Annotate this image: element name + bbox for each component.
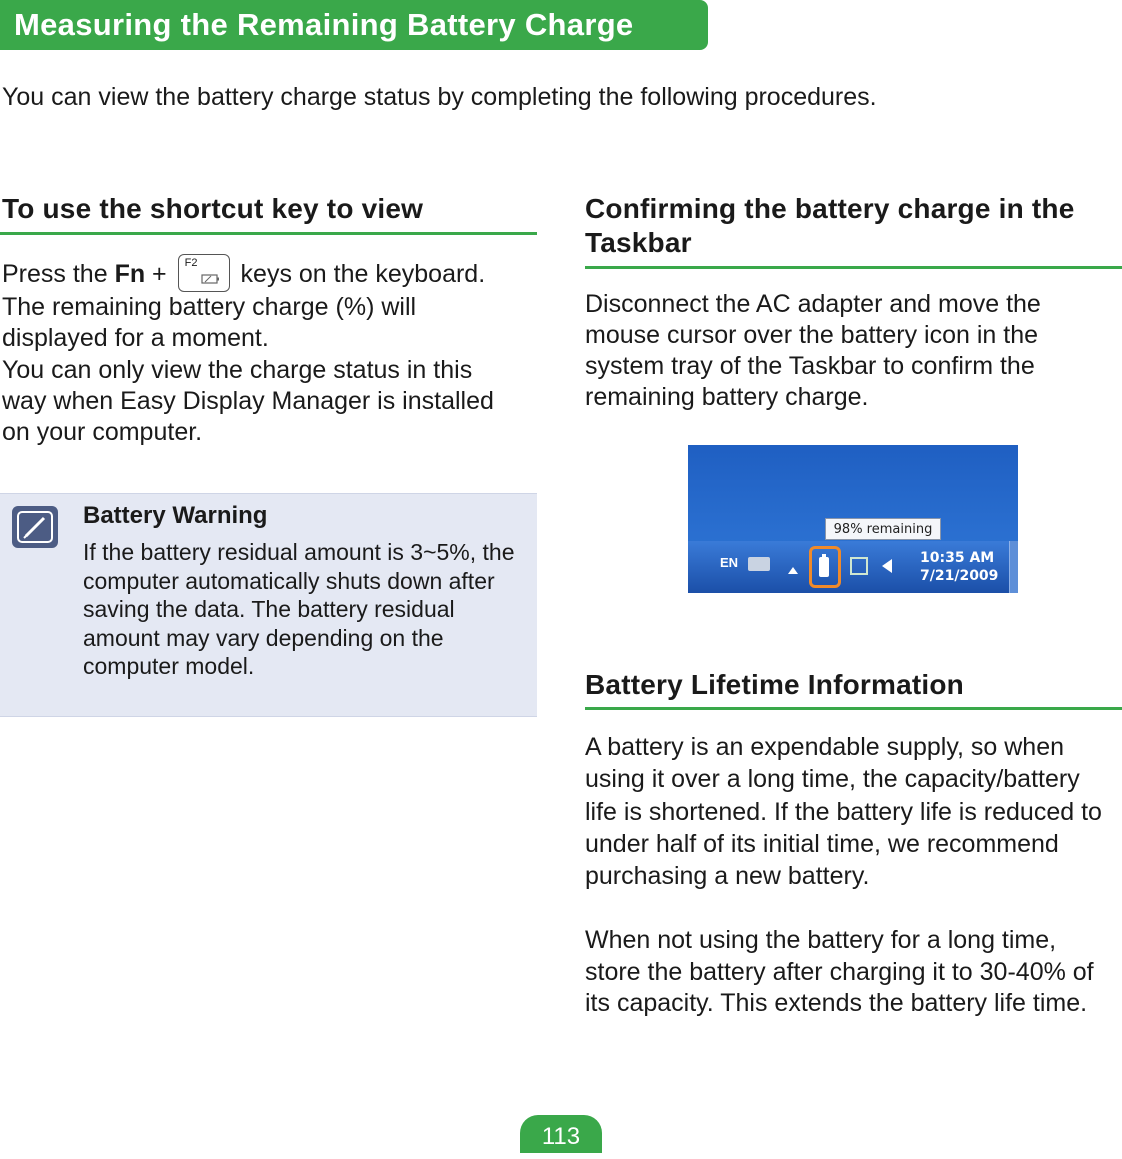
taskbar-screenshot [688, 445, 1018, 593]
language-indicator: EN [720, 555, 739, 570]
battery-key-icon [201, 273, 221, 285]
shortcut-heading: To use the shortcut key to view [2, 193, 424, 224]
warning-title: Battery Warning [83, 502, 268, 529]
page-number: 113 [520, 1115, 602, 1153]
shortcut-paragraph-1 [2, 254, 522, 354]
tray-clock [920, 549, 998, 585]
shortcut-paragraph-2: You can only view the charge status in this way when Easy Display Manager is installed on your computer. [2, 356, 494, 446]
f2-key [178, 254, 230, 292]
lifetime-paragraph-2: When not using the battery for a long time, store the battery after charging it to 30-40% of its capacity. This extends the battery life time. [585, 926, 1094, 1017]
battery-icon [819, 557, 829, 577]
warning-text: If the battery residual amount is 3~5%, the computer automatically shuts down after saving the data. The battery residual amount may vary depending on the computer model. [83, 539, 515, 679]
fn-key-label: Fn [114, 260, 146, 288]
shortcut-suffix: keys on the keyboard. The remaining battery charge (%) will displayed for a moment. [2, 260, 486, 352]
battery-tooltip: 98% remaining [825, 518, 941, 540]
network-icon [850, 557, 868, 575]
shortcut-prefix: Press the [2, 260, 115, 288]
taskbar-rule [585, 266, 1122, 269]
tray-date: 7/21/2009 [920, 568, 999, 584]
f2-key-label: F2 [184, 257, 198, 269]
lifetime-paragraph-1: A battery is an expendable supply, so when using it over a long time, the capacity/battery life is shortened. If the battery life is reduced to under half of its initial time, we recommend purchasing a new battery. [585, 733, 1102, 891]
plus-sign: + [145, 260, 174, 288]
show-hidden-icons-arrow-icon [788, 567, 798, 574]
show-desktop-button [1009, 541, 1018, 593]
lifetime-rule [585, 707, 1122, 710]
battery-warning-note [0, 493, 537, 717]
keyboard-icon [748, 557, 770, 571]
lifetime-heading: Battery Lifetime Information [585, 669, 964, 700]
volume-icon [882, 559, 892, 573]
taskbar-paragraph: Disconnect the AC adapter and move the mouse cursor over the battery icon in the system tray of the Taskbar to confirm the remaining battery charge. [585, 290, 1041, 411]
taskbar-heading: Confirming the battery charge in the Taskbar [585, 193, 1075, 258]
tray-time: 10:35 AM [920, 550, 995, 566]
intro-text: You can view the battery charge status by completing the following procedures. [2, 83, 877, 111]
page-title: Measuring the Remaining Battery Charge [0, 0, 708, 50]
pencil-note-icon [12, 506, 58, 548]
shortcut-rule [0, 232, 537, 235]
